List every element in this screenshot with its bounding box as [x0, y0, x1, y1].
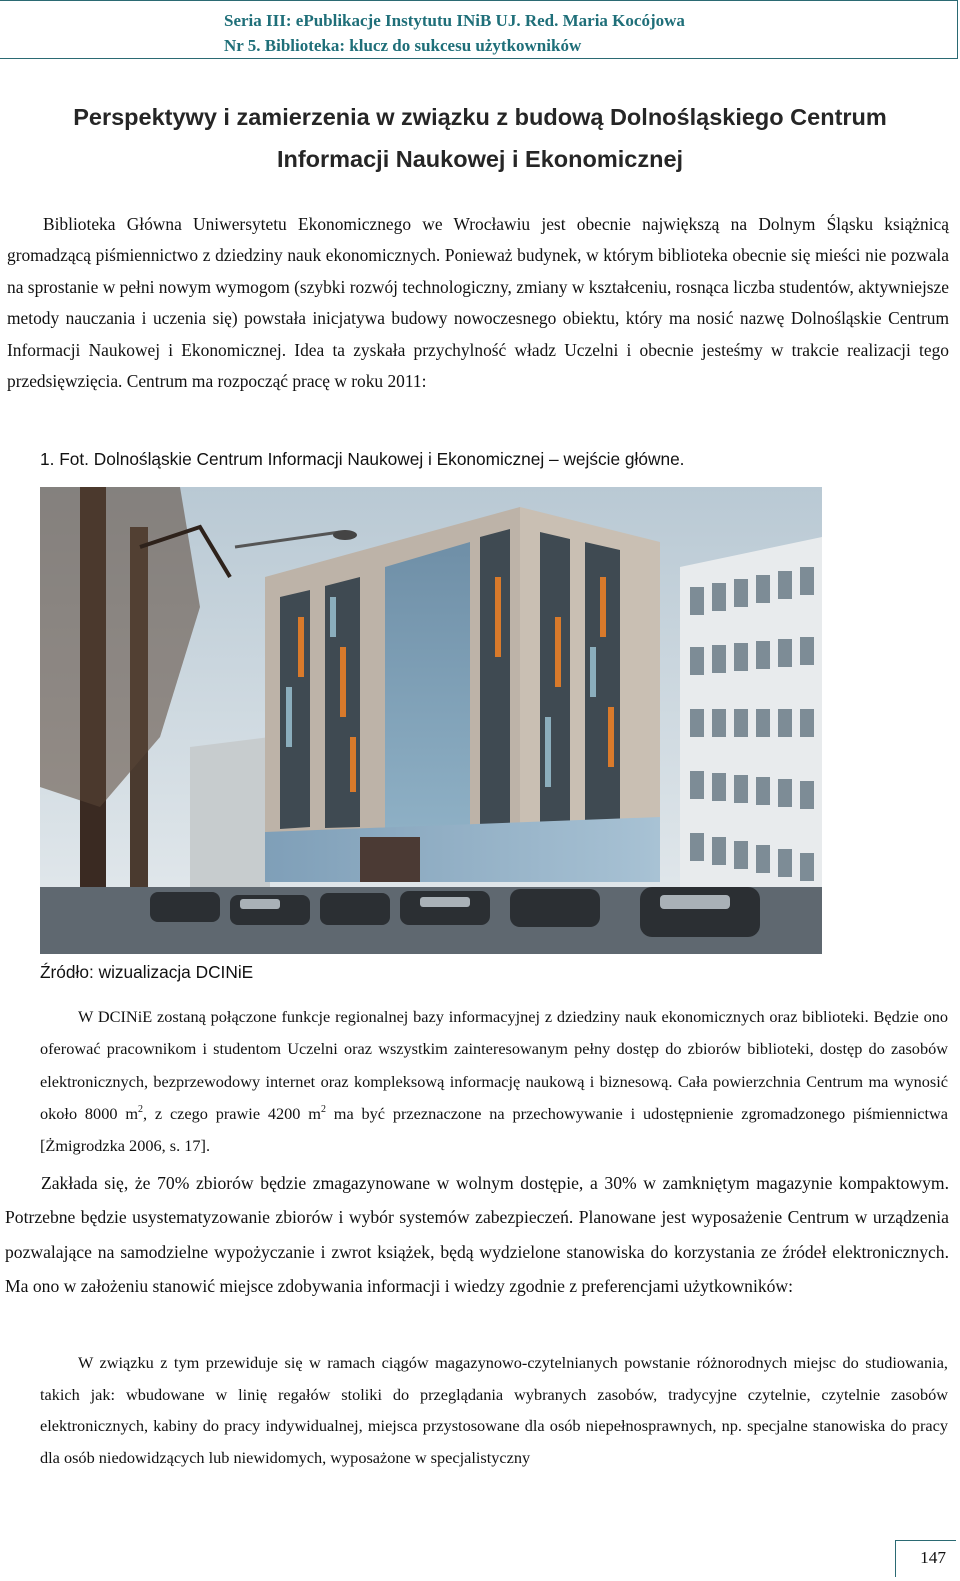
header-issue: Nr 5. Biblioteka: klucz do sukcesu użytkowników	[224, 36, 582, 55]
figure-caption: 1. Fot. Dolnośląskie Centrum Informacji Naukowej i Ekonomicznej – wejście główne.	[40, 449, 685, 469]
superscript-1: 2	[137, 1103, 143, 1115]
paragraph-collections	[5, 1166, 949, 1303]
building-photo	[40, 487, 822, 954]
section-title-line1: Perspektywy i zamierzenia w związku z budową Dolnośląskiego Centrum	[73, 104, 887, 130]
section-title	[0, 96, 960, 180]
paragraph-dcinie-part1: W DCINiE zostaną połączone funkcje regionalnej bazy informacyjnej z dziedziny nauk ekonomicznych oraz biblioteki. Będzie ono oferować pracownikom i studentom Uczelni oraz wszystkim zainteresowanym pełny dostęp do zbiorów biblioteki, dostęp do zasobów elektronicznych, bezprzewodowy internet oraz kompleksową informację naukową i biznesową. Cała powierzchnia Centrum ma wynosić około 8000 m	[40, 1007, 948, 1123]
paragraph-dcinie-part3: ma być przeznaczone na przechowywanie i udostępnienie zgromadzonego piśmiennictwa [Żmigrodzka 2006, s. 17].	[40, 1103, 948, 1156]
figure-source: Źródło: wizualizacja DCINiE	[40, 962, 254, 982]
paragraph-study-spaces	[40, 1347, 948, 1473]
header-series: Seria III: ePublikacje Instytutu INiB UJ. Red. Maria Kocójowa	[224, 11, 685, 30]
section-title-line2: Informacji Naukowej i Ekonomicznej	[276, 146, 684, 172]
superscript-2: 2	[320, 1103, 326, 1115]
paragraph-intro-text: Biblioteka Główna Uniwersytetu Ekonomicznego we Wrocławiu jest obecnie największą na Dolnym Śląsku książnicą gromadzącą piśmiennictwo z dziedziny nauk ekonomicznych. Ponieważ budynek, w którym biblioteka obecnie się mieści nie pozwala na sprostanie w pełni nowym wymogom (szybki rozwój technologiczny, zmiany w kształceniu, rosnąca liczba studentów, aktywniejsze metody nauczania i uczenia się) powstała inicjatywa budowy nowoczesnego obiektu, który ma nosić nazwę Dolnośląskie Centrum Informacji Naukowej i Ekonomicznej. Idea ta zyskała przychylność władz Uczelni i obecnie jesteśmy w trakcie realizacji tego przedsięwzięcia. Centrum ma rozpocząć pracę w roku 2011:	[7, 214, 949, 392]
running-header	[0, 0, 958, 59]
paragraph-dcinie	[40, 1001, 948, 1162]
paragraph-dcinie-part2: , z czego prawie 4200 m	[142, 1103, 321, 1123]
paragraph-study-spaces-text: W związku z tym przewiduje się w ramach ciągów magazynowo-czytelnianych powstanie różnorodnych miejsc do studiowania, takich jak: wbudowane w linię regałów stoliki do przeglądania wybranych zasobów, tradycyjne czytelnie, czytelnie zasobów elektronicznych, kabiny do pracy indywidualnej, miejsca przystosowane dla osób niepełnosprawnych, np. specjalne stanowiska do pracy dla osób niedowidzących lub niewidomych, wyposażone w specjalistyczny	[40, 1353, 948, 1467]
paragraph-collections-text: Zakłada się, że 70% zbiorów będzie zmagazynowane w wolnym dostępie, a 30% w zamkniętym magazynie kompaktowym. Potrzebne będzie usystematyzowanie zbiorów i wybór systemów zabezpieczeń. Planowane jest wyposażenie Centrum w urządzenia pozwalające na samodzielne wypożyczanie i zwrot książek, będą wydzielone stanowiska do korzystania ze źródeł elektronicznych. Ma ono w założeniu stanowić miejsce zdobywania informacji i wiedzy zgodnie z preferencjami użytkowników:	[5, 1173, 949, 1296]
paragraph-intro	[7, 209, 949, 397]
building-visualization-image	[40, 487, 822, 954]
page-number: 147	[920, 1548, 946, 1567]
